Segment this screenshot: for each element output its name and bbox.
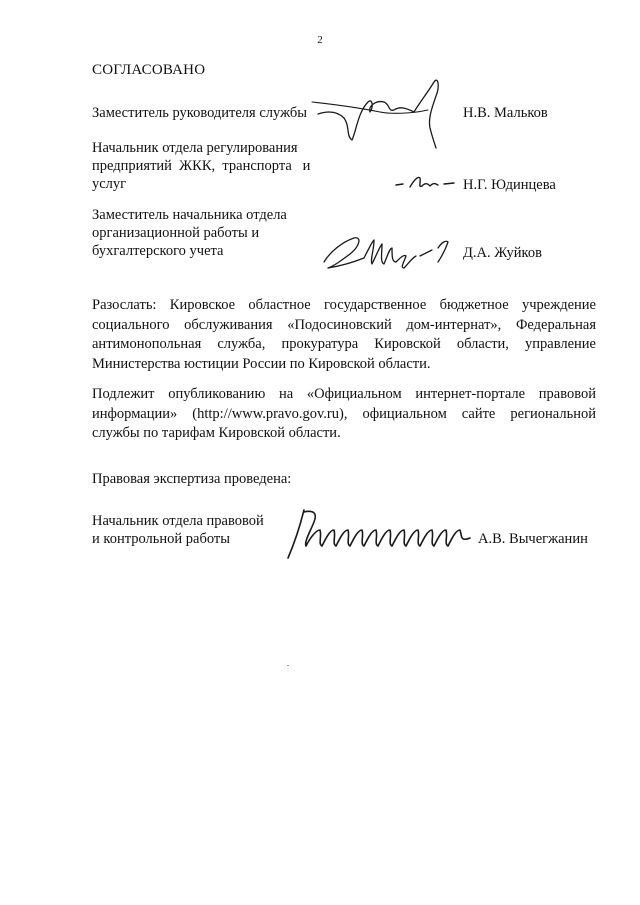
signature-vychegzhanin [284, 502, 476, 562]
legal-reviewer-title-line: Начальник отдела правовой [92, 513, 264, 529]
signatory-3-title-line: бухгалтерского учета [92, 243, 224, 259]
signatory-2-title-line: услуг [92, 176, 127, 192]
signatory-2-title-line: Начальник отдела регулирования [92, 140, 298, 156]
signatory-2-title-line: предприятий ЖКК, транспорта и [92, 158, 311, 174]
page-number: 2 [317, 34, 323, 46]
signatory-3-name: Д.А. Жуйков [463, 245, 542, 261]
signature-zhuykov [320, 228, 456, 274]
signature-yudintseva [394, 172, 456, 194]
signatory-2-title [92, 139, 337, 193]
scan-artifact-dot [287, 665, 289, 666]
signatory-3-title-line: Заместитель начальника отдела [92, 207, 287, 223]
signatory-1-title [92, 104, 307, 122]
publication-paragraph: Подлежит опубликованию на «Официальном интернет-портале правовой информации» (http://www.pravo.gov.ru), официальном сайте региональной службы по тарифам Кировской области. [92, 386, 596, 441]
signatory-3-title [92, 206, 287, 260]
legal-review-statement: Правовая экспертиза проведена: [92, 471, 292, 487]
legal-reviewer-title [92, 512, 264, 548]
legal-reviewer-name: А.В. Вычегжанин [478, 531, 588, 547]
distribution-paragraph: Разослать: Кировское областное государственное бюджетное учреждение социального обслуживания «Подосиновский дом-интернат», Федеральная антимонопольная служба, прокуратура Кировской области, управление Министерства юстиции России по Кировской области. [92, 297, 596, 372]
signatory-1-name: Н.В. Мальков [463, 105, 548, 121]
approval-heading: СОГЛАСОВАНО [92, 62, 206, 78]
signatory-3-title-line: организационной работы и [92, 225, 260, 241]
signatory-2-name: Н.Г. Юдинцева [463, 177, 556, 193]
signatory-1-title-line: Заместитель руководителя службы [92, 105, 308, 121]
legal-reviewer-title-line: и контрольной работы [92, 531, 230, 547]
